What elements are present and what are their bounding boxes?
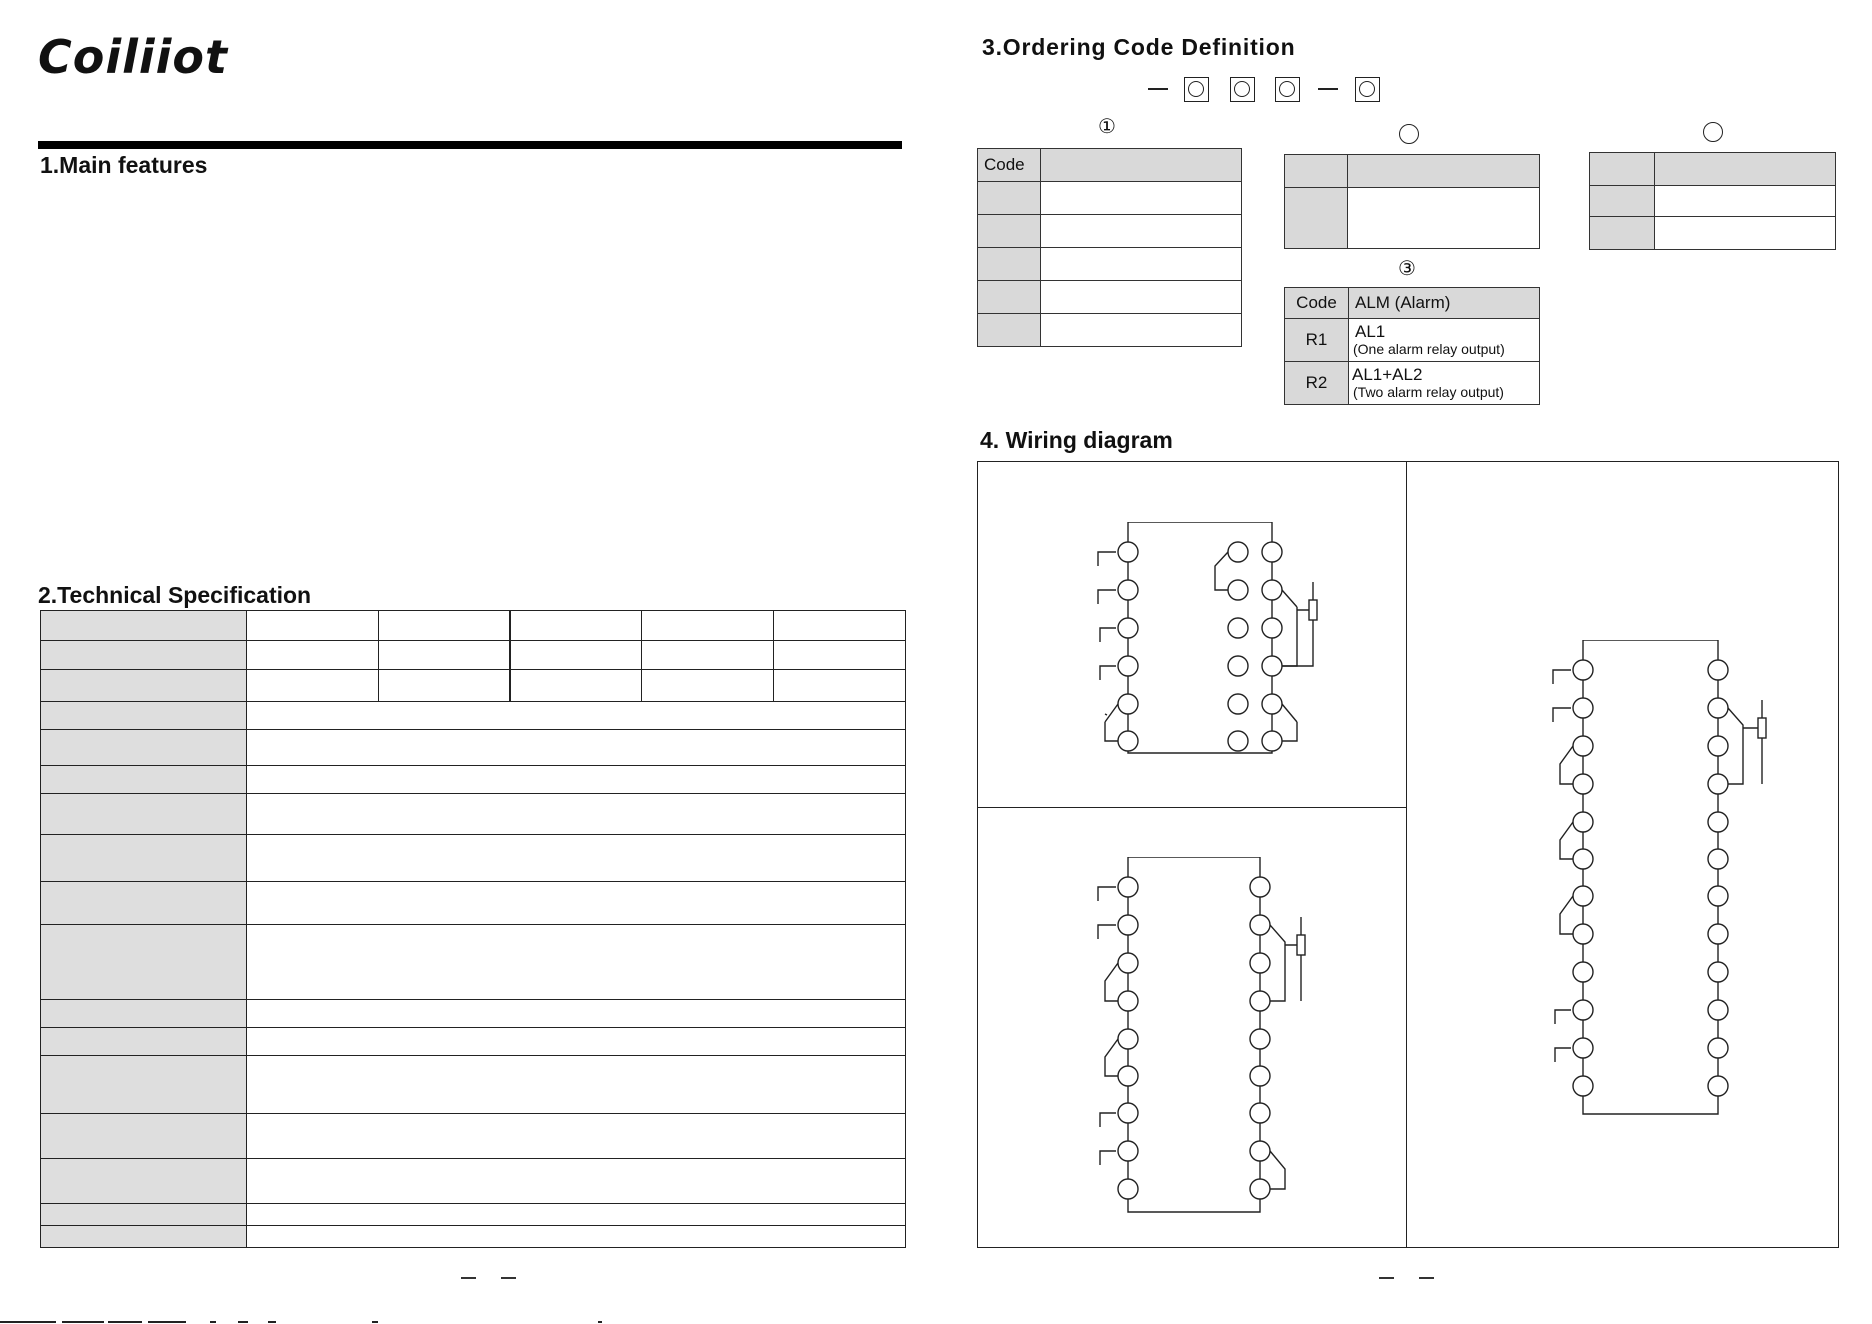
slot-circle-icon: [1359, 81, 1375, 97]
footer-dash-left-2: [501, 1277, 516, 1279]
heading-ordering-code: 3.Ordering Code Definition: [982, 34, 1296, 60]
table3-code-r1: R1: [1285, 319, 1349, 362]
wiring-panel-a: [1085, 522, 1345, 772]
table3-header-alarm: ALM (Alarm): [1349, 288, 1540, 319]
ordering-table-2: [1284, 154, 1540, 249]
slot-circle-icon: [1234, 81, 1250, 97]
brand-logo: Coiliiot: [38, 30, 229, 84]
slot-circle-icon: [1279, 81, 1295, 97]
table1-marker: ①: [1098, 116, 1116, 138]
footer-dash-left-1: [461, 1277, 476, 1279]
spec-table: [40, 610, 906, 1248]
heading-wiring-diagram: 4. Wiring diagram: [980, 427, 1173, 453]
table3-note-r2: (Two alarm relay output): [1353, 384, 1504, 400]
ordering-table-1: [977, 148, 1242, 347]
footer-dash-right-2: [1419, 1277, 1434, 1279]
heading-main-features: 1.Main features: [40, 152, 208, 178]
ordering-table-3: [1284, 287, 1540, 405]
table3-note-r1: (One alarm relay output): [1353, 341, 1505, 357]
order-slot-1: [1184, 77, 1209, 102]
order-dash-1: [1148, 88, 1168, 90]
slot-circle-icon: [1188, 81, 1204, 97]
heading-technical-spec: 2.Technical Specification: [38, 582, 312, 608]
table3-desc-r1: AL1: [1355, 322, 1386, 341]
header-rule: [38, 141, 902, 149]
wiring-divider-horizontal: [977, 807, 1406, 808]
table4-marker-icon: [1703, 122, 1723, 142]
table3-header-code: Code: [1285, 288, 1349, 319]
table3-marker: ③: [1398, 258, 1416, 280]
edge-scan-marks: [0, 1320, 620, 1324]
order-slot-2: [1230, 77, 1255, 102]
table3-code-r2: R2: [1285, 362, 1349, 405]
table1-header-code: Code: [978, 149, 1041, 182]
order-slot-4: [1355, 77, 1380, 102]
order-dash-2: [1318, 88, 1338, 90]
wiring-panel-b: [1085, 857, 1335, 1217]
table2-marker-icon: [1399, 124, 1419, 144]
table3-desc-r2: AL1+AL2: [1352, 365, 1423, 384]
order-slot-3: [1275, 77, 1300, 102]
footer-dash-right-1: [1379, 1277, 1394, 1279]
wiring-divider-vertical: [1406, 461, 1407, 1248]
ordering-table-4: [1589, 152, 1836, 250]
wiring-panel-c: [1540, 640, 1800, 1120]
